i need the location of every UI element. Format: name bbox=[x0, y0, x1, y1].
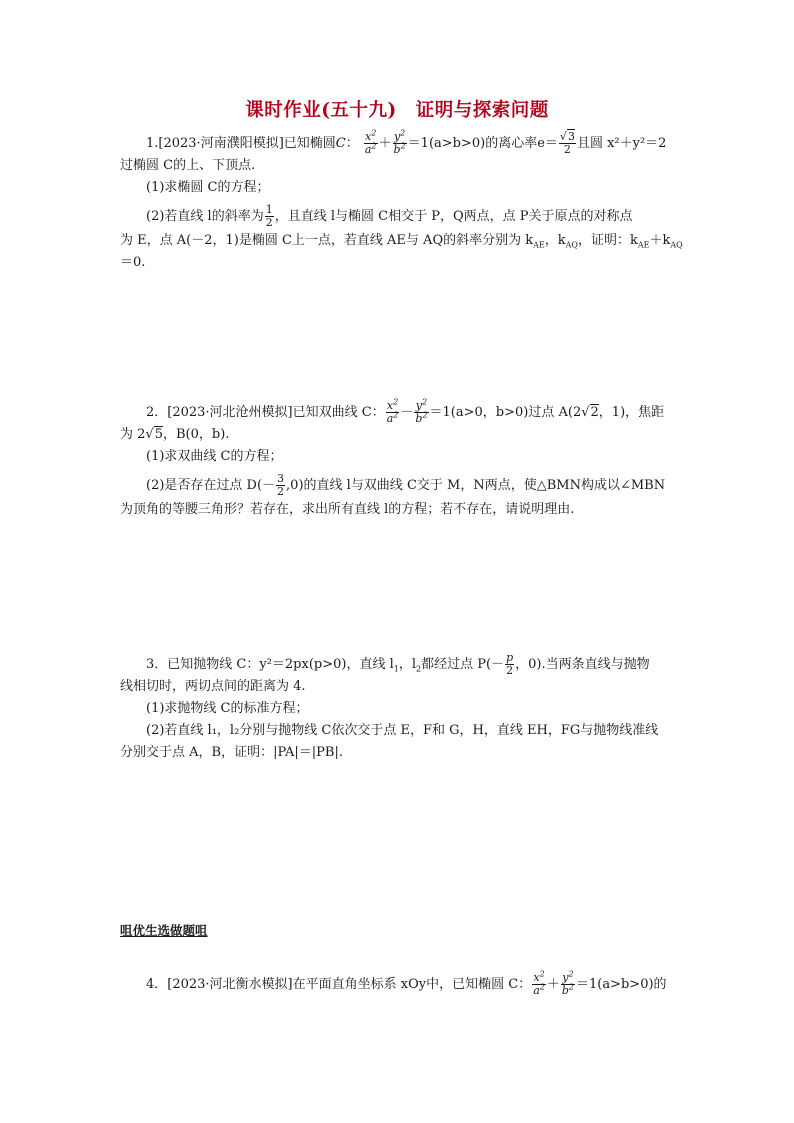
q1-eq-tail: ＝1(a>b>0)的离心率e＝ bbox=[407, 136, 558, 151]
question-2-part-2-line-2: 为顶角的等腰三角形？若存在，求出所有直线 l的方程；若不存在，请说明理由. bbox=[120, 502, 575, 517]
q4-frac-x: $\frac{x^2}{a^2}$ bbox=[533, 969, 545, 997]
question-1-part-2-line-2: 为 E，点 A(－2，1)是椭圆 C上一点，若直线 AE与 AQ的斜率分别为 $k_{AE}$，$k_{AQ}$，证明：$k_{AE}+k_{AQ}$ bbox=[120, 233, 683, 250]
q1-curve: C bbox=[335, 136, 346, 151]
question-3-part-1: (1)求抛物线 C的标准方程； bbox=[146, 701, 309, 716]
q1-circle: 且圆 x²＋y²＝2 bbox=[576, 136, 667, 151]
question-3-line-1: 3．已知抛物线 C：y²＝2px(p>0)，直线 $l_1$，$l_2$都经过点 P(－ $\frac{p}{2}$ ，0).当两条直线与抛物 bbox=[146, 651, 650, 677]
question-2-line-2: 为 2√5，B(0，b). bbox=[120, 427, 230, 442]
q1-frac-x: $\frac{x^2}{a^2}$ bbox=[364, 128, 377, 156]
q1-frac-e: $\frac{√3}{2}$ bbox=[559, 130, 575, 156]
q2-frac-y: $\frac{y^2}{b^2}$ bbox=[415, 397, 428, 425]
question-1-line-2: 过椭圆 C的上、下顶点. bbox=[120, 158, 256, 173]
section-heading: 咀优生选做题咀 bbox=[120, 923, 208, 938]
question-1-part-1: (1)求椭圆 C的方程； bbox=[146, 180, 270, 195]
q1-frac-half: $\frac{1}{2}$ bbox=[265, 203, 273, 229]
question-2-part-1: (1)求双曲线 C的方程； bbox=[146, 449, 283, 464]
question-1-line-1: 1.[2023·河南濮阳模拟]已知椭圆C： $\frac{x^2}{a^2}$ ＋ $\frac{y^2}{b^2}$ ＝1(a>b>0)的离心率e＝ $\frac{√3}{2}$ 且圆 x²＋y²＝2 bbox=[146, 128, 667, 156]
question-2-line-1: 2．[2023·河北沧州模拟]已知双曲线 C： $\frac{x^2}{a^2}$ － $\frac{y^2}{b^2}$ ＝1(a>0，b>0)过点 A(2√2，1)，焦距 bbox=[146, 397, 665, 425]
q1-frac-y: $\frac{y^2}{b^2}$ bbox=[393, 128, 406, 156]
question-4-line-1: 4．[2023·河北衡水模拟]在平面直角坐标系 xOy中，已知椭圆 C： $\frac{x^2}{a^2}$ ＋ $\frac{y^2}{b^2}$ ＝1(a>b>0)的 bbox=[146, 969, 667, 997]
question-1-part-2-line-3: ＝0. bbox=[120, 255, 146, 270]
question-3-line-2: 线相切时，两切点间的距离为 4. bbox=[120, 679, 306, 694]
q3-frac-p-half: $\frac{p}{2}$ bbox=[506, 651, 514, 677]
q1-intro: 1.[2023·河南濮阳模拟]已知椭圆 bbox=[146, 136, 336, 151]
page-title: 课时作业(五十九) 证明与探索问题 bbox=[245, 100, 549, 121]
q2-frac-x: $\frac{x^2}{a^2}$ bbox=[386, 397, 399, 425]
question-3-part-2-line-2: 分别交于点 A，B，证明：|PA|＝|PB|. bbox=[120, 745, 343, 760]
question-2-part-2: (2)是否存在过点 D(－ $\frac{3}{2}$ ,0)的直线 l与双曲线 C交于 M，N两点，使△BMN构成以∠MBN bbox=[146, 472, 666, 498]
question-3-part-2: (2)若直线 l₁，l₂分别与抛物线 C依次交于点 E，F和 G，H，直线 EH，FG与抛物线准线 bbox=[146, 723, 659, 738]
q4-frac-y: $\frac{y^2}{b^2}$ bbox=[561, 969, 574, 997]
q2-frac-three-halves: $\frac{3}{2}$ bbox=[277, 472, 285, 498]
question-1-part-2: (2)若直线 l的斜率为 $\frac{1}{2}$ ，且直线 l与椭圆 C相交于 P，Q两点，点 P关于原点的对称点 bbox=[146, 203, 633, 229]
